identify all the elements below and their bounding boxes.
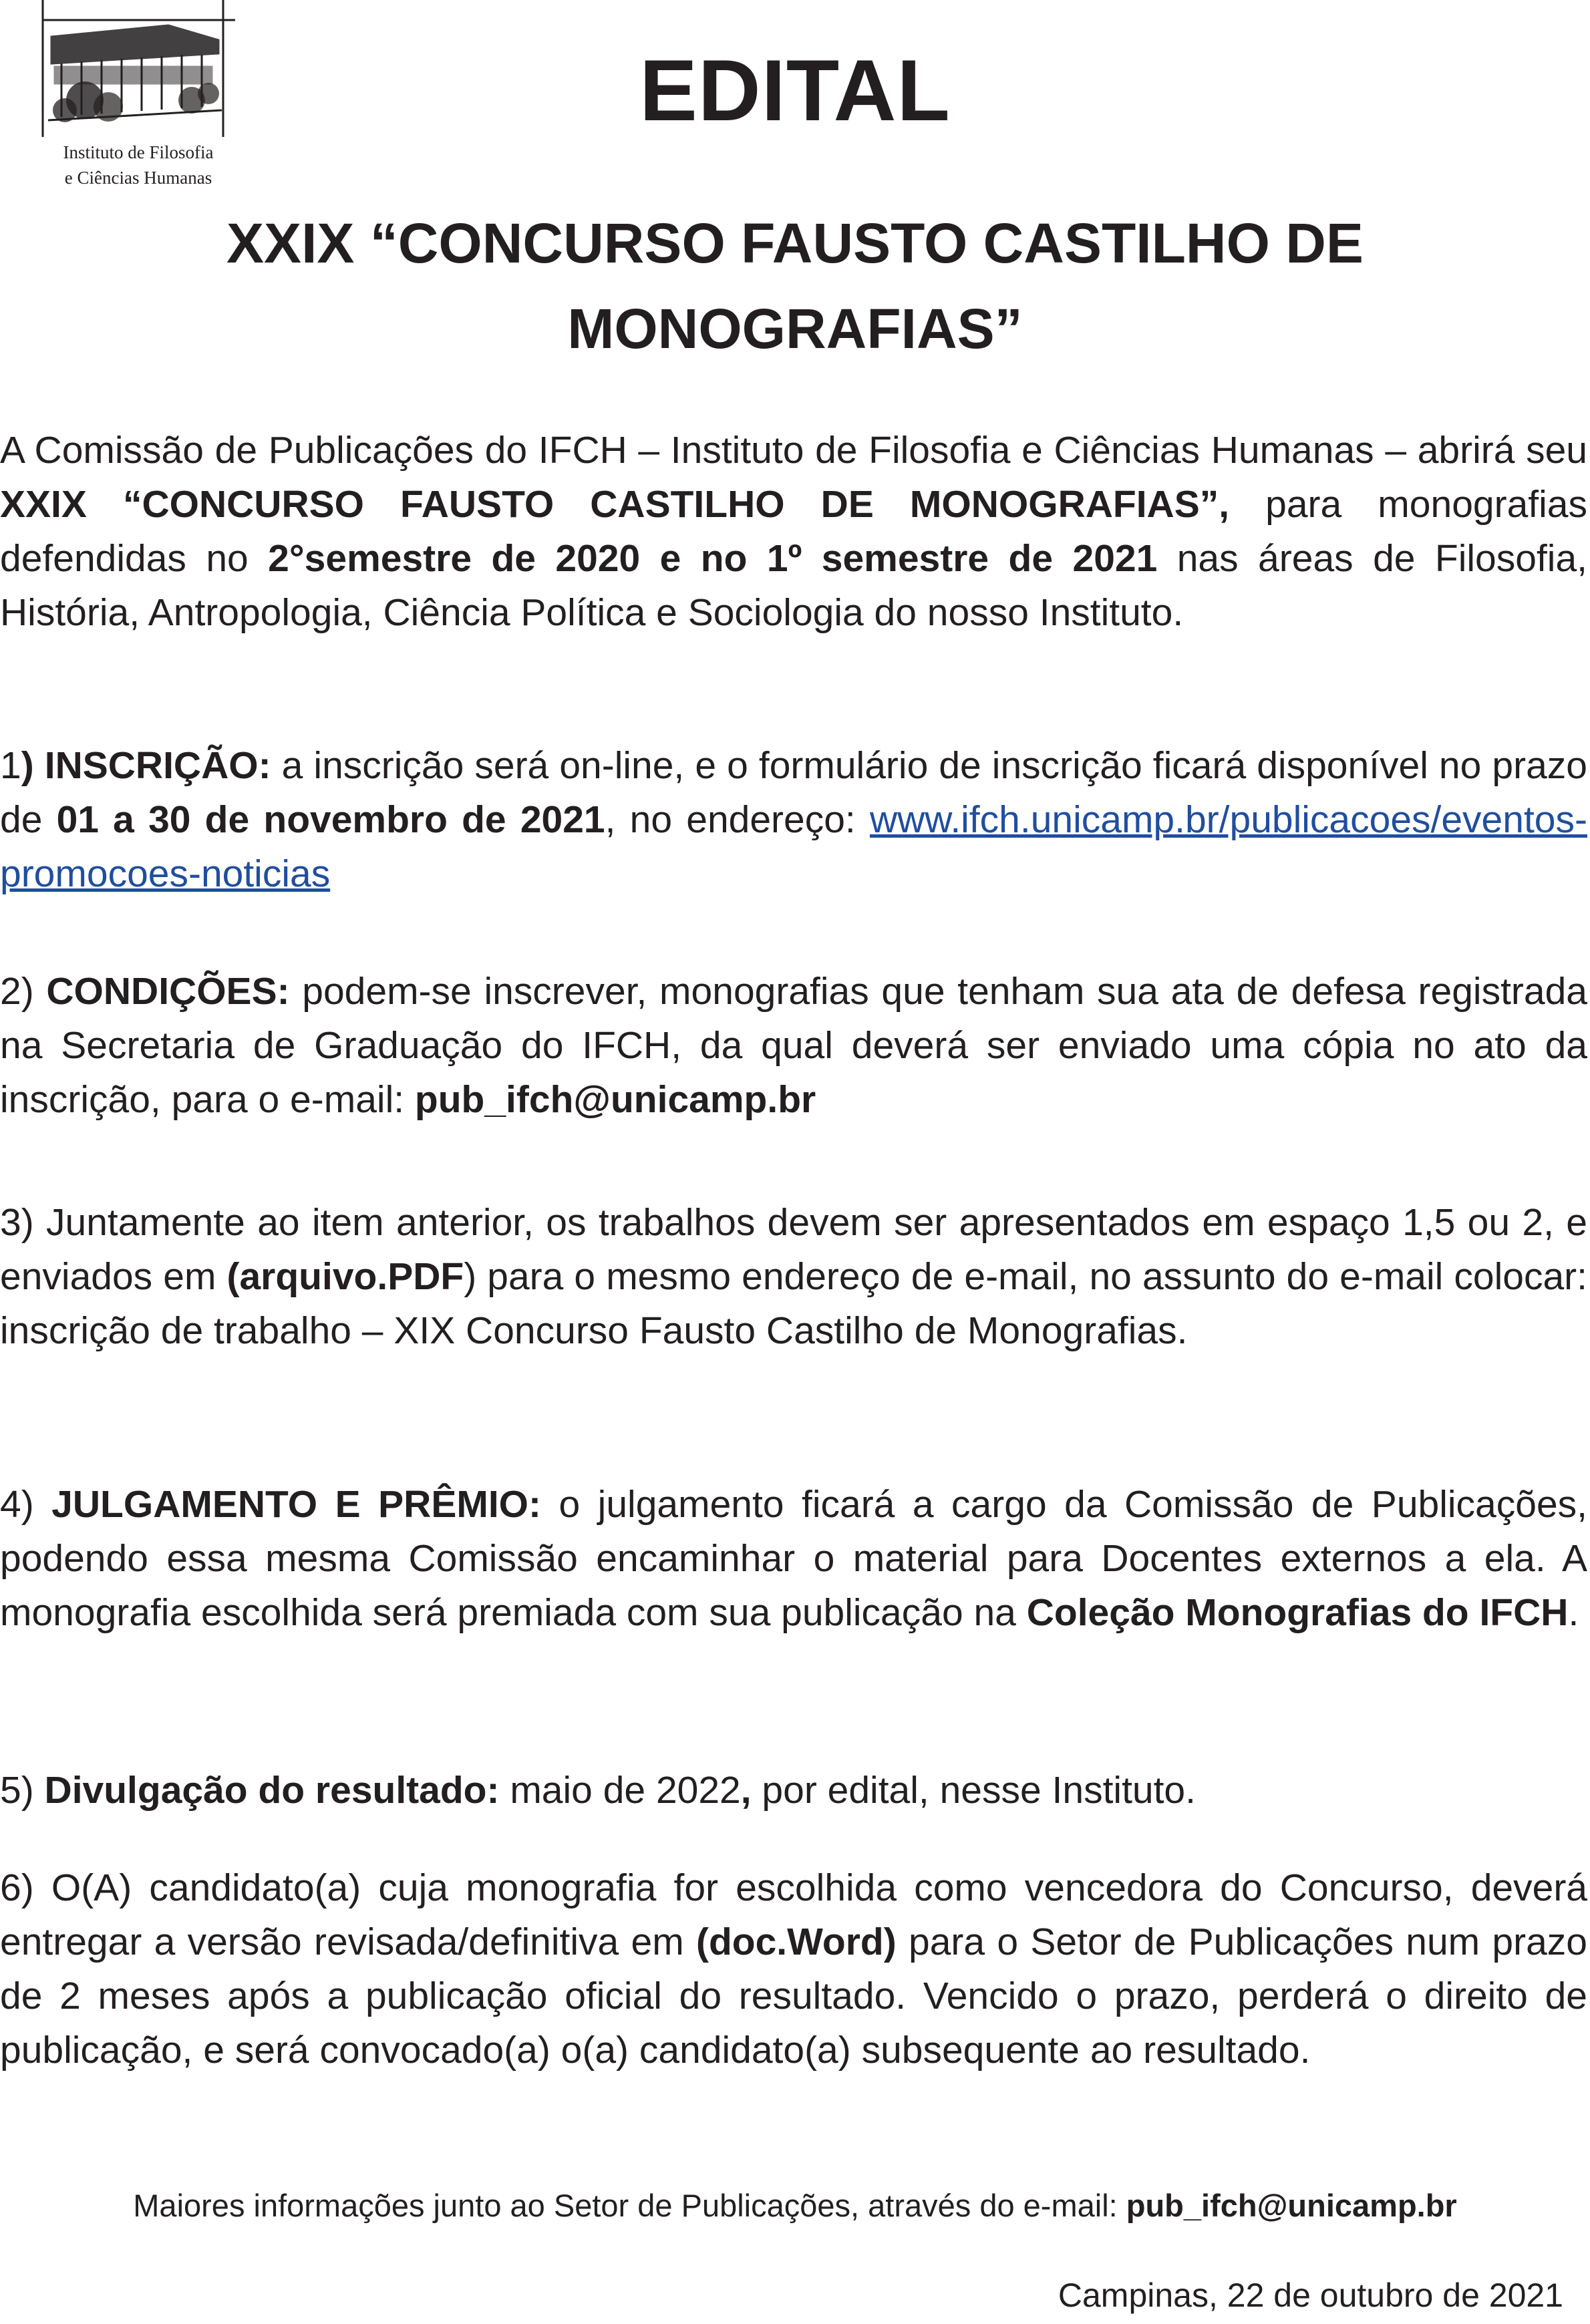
- intro-semesters: 2°semestre de 2020 e no 1º semestre de 2021: [268, 537, 1158, 580]
- item-text: maio de 2022: [499, 1769, 741, 1812]
- registration-period: 01 a 30 de novembro de 2021: [56, 798, 605, 841]
- item-text: a inscrição será on-line, e o formulário de inscrição ficará disponível no prazo de: [0, 744, 1587, 841]
- item-text: podem-se inscrever, monografias que tenham sua ata de defesa registrada na Secretaria de Graduação do IFCH, da qual deverá ser enviado uma cópia no ato da inscrição, para o e-mail:: [0, 970, 1587, 1121]
- item-number: 5): [0, 1769, 45, 1812]
- footer-text: Maiores informações junto ao Setor de Publicações, através do e-mail:: [133, 2188, 1126, 2223]
- item-divulgacao: [0, 1764, 1587, 1818]
- intro-contest-name: XXIX “CONCURSO FAUSTO CASTILHO DE MONOGRAFIAS”,: [0, 483, 1230, 526]
- item-envio: [0, 1196, 1587, 1358]
- item-text: 3) Juntamente ao item anterior, os trabalhos devem ser apresentados em espaço 1,5 ou 2, e enviados em: [0, 1201, 1587, 1298]
- intro-text: A Comissão de Publicações do IFCH – Instituto de Filosofia e Ciências Humanas – abrirá seu: [0, 429, 1587, 472]
- item-label: ) INSCRIÇÃO:: [21, 744, 271, 787]
- item-number: 4): [0, 1483, 52, 1526]
- item-text: 6) O(A) candidato(a) cuja monografia for escolhida como vencedora do Concurso, deverá entregar a versão revisada/definitiva em: [0, 1866, 1587, 1963]
- item-punctuation: ,: [740, 1769, 752, 1812]
- item-text: ) para o mesmo endereço de e-mail, no assunto do e-mail colocar: inscrição de trabalho – XIX Concurso Fausto Castilho de Monografias.: [0, 1255, 1587, 1352]
- page-title: EDITAL: [639, 41, 951, 139]
- footer-info: [0, 2186, 1590, 2226]
- item-label: JULGAMENTO E PRÊMIO:: [51, 1483, 541, 1526]
- item-inscricao: [0, 739, 1587, 901]
- logo-text-line1: Instituto de Filosofia: [63, 142, 214, 162]
- footer-email: pub_ifch@unicamp.br: [1126, 2188, 1457, 2223]
- contest-title-line2: MONOGRAFIAS”: [567, 297, 1023, 360]
- item-text: para o Setor de Publicações num prazo de 2 meses após a publicação oficial do resultado. Vencido o prazo, perderá o direito de publicação, e será convocado(a) o(a) candidato(a) subsequente ao resultado.: [0, 1921, 1588, 2071]
- item-number: 2): [0, 970, 47, 1013]
- contest-title: [100, 200, 1490, 371]
- contest-title-line1: XXIX “CONCURSO FAUSTO CASTILHO DE: [226, 212, 1364, 275]
- item-text: por edital, nesse Instituto.: [751, 1769, 1196, 1812]
- item-text: .: [1568, 1591, 1579, 1634]
- logo-text-line2: e Ciências Humanas: [64, 168, 212, 188]
- intro-text: para monografias defendidas no: [0, 483, 1587, 580]
- file-format: (doc.Word): [695, 1921, 897, 1963]
- intro-text: nas áreas de Filosofia, História, Antropologia, Ciência Política e Sociologia do nosso Instituto.: [0, 537, 1587, 634]
- document-date: Campinas, 22 de outubro de 2021: [1058, 2277, 1563, 2314]
- item-condicoes: [0, 965, 1587, 1127]
- item-number: 1: [0, 744, 21, 787]
- item-entrega: [0, 1861, 1587, 2078]
- item-label: Divulgação do resultado:: [44, 1769, 500, 1812]
- intro-paragraph: [0, 424, 1587, 640]
- item-label: CONDIÇÕES:: [46, 970, 290, 1013]
- item-text: o julgamento ficará a cargo da Comissão de Publicações, podendo essa mesma Comissão encaminhar o material para Docentes externos a ela. A monografia escolhida será premiada com sua publicação na: [0, 1483, 1587, 1634]
- file-format: (arquivo.PDF: [226, 1255, 464, 1298]
- item-text: , no endereço:: [605, 798, 870, 841]
- contact-email: pub_ifch@unicamp.br: [414, 1078, 816, 1121]
- item-julgamento: [0, 1478, 1587, 1640]
- registration-link[interactable]: www.ifch.unicamp.br/publicacoes/eventos-promocoes-noticias: [0, 798, 1587, 895]
- collection-name: Coleção Monografias do IFCH: [1026, 1591, 1569, 1634]
